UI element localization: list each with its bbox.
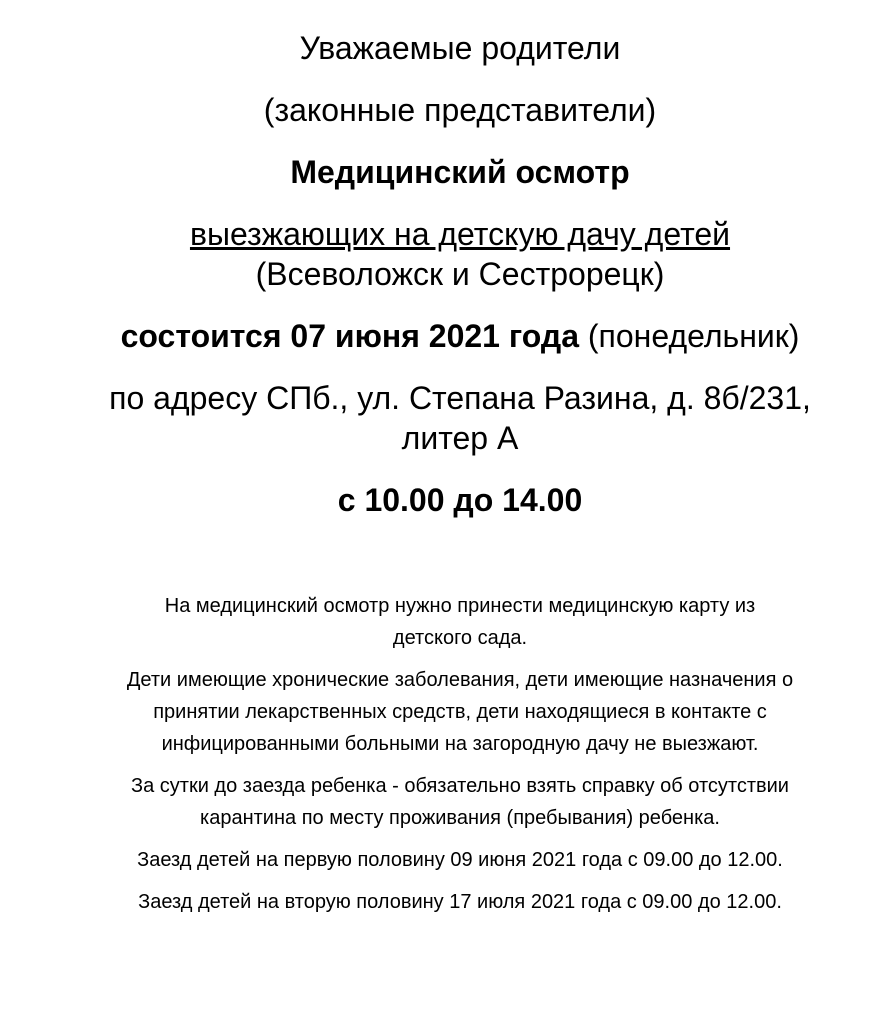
date-weekday: (понедельник) [579,318,800,354]
note-paragraph [40,590,880,654]
note-line: принятии лекарственных средств, дети находящиеся в контакте с [153,701,767,723]
note-paragraph [40,886,880,918]
note-line: детского сада. [392,627,528,649]
note-line: инфицированными больными на загородную дачу не выезжают. [161,733,759,755]
note-line: карантина по месту проживания (пребывания) ребенка. [200,807,720,829]
notice-subtitle: выезжающих на детскую дачу детей [189,216,731,252]
note-line: Заезд детей на первую половину 09 июня 2021 года с 09.00 до 12.00. [137,849,783,871]
time-range: с 10.00 до 14.00 [337,482,583,518]
address-line-1: по адресу СПб., ул. Степана Разина, д. 8б/231, [109,380,811,416]
note-line: Заезд детей на вторую половину 17 июля 2021 года с 09.00 до 12.00. [138,891,782,913]
spacer [40,520,880,590]
note-paragraph [40,664,880,760]
greeting-sub: (законные представители) [263,92,657,128]
address-line-2: литер А [401,420,519,456]
note-line: На медицинский осмотр нужно принести медицинскую карту из [164,595,756,617]
note-paragraph [40,844,880,876]
notice [40,28,880,928]
note-paragraph [40,770,880,834]
date-bold: состоится 07 июня 2021 года [120,318,579,354]
date-line [40,316,880,356]
note-line: За сутки до заезда ребенка - обязательно взять справку об отсутствии [131,775,789,797]
notice-title: Медицинский осмотр [290,154,630,190]
greeting: Уважаемые родители [299,30,621,66]
locations: (Всеволожск и Сестрорецк) [255,256,665,292]
note-line: Дети имеющие хронические заболевания, дети имеющие назначения о [126,669,794,691]
